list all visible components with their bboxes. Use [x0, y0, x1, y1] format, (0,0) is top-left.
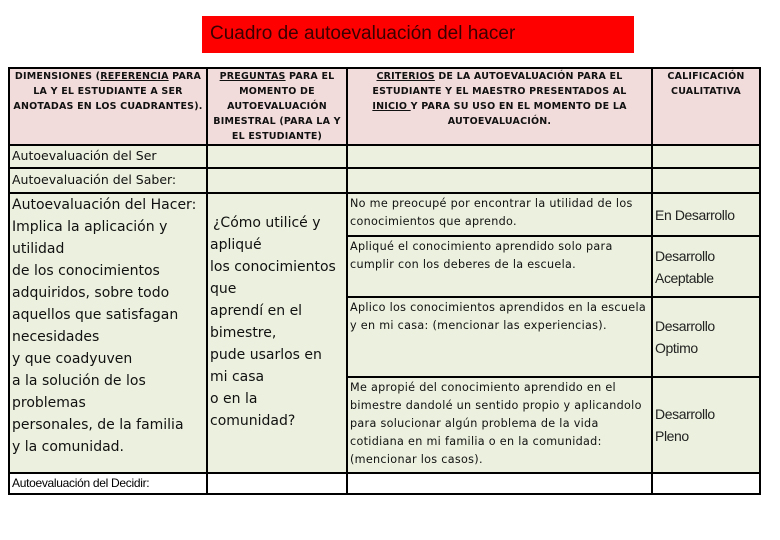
decidir-criteria-cell	[347, 473, 652, 494]
hacer-description: Autoevaluación del Hacer: Implica la aplicación y utilidad de los conocimientos adquiridos, sobre todo aquellos que satisfagan necesidades y que coadyuven a la solución de los problemas personales, de la familia y la comunidad.	[9, 193, 207, 473]
row-decidir	[9, 473, 760, 494]
saber-criteria-cell	[347, 168, 652, 193]
rating-desarrollo-aceptable: Desarrollo Aceptable	[652, 236, 760, 297]
underlined-referencia: REFERENCIA	[100, 71, 169, 82]
document-title-text: Cuadro de autoevaluación del hacer	[210, 23, 516, 44]
hacer-question: ¿Cómo utilicé y apliqué los conocimientos que aprendí en el bimestre, pude usarlos en mi casa o en la comunidad?	[207, 193, 347, 473]
decidir-rating-cell	[652, 473, 760, 494]
row-hacer-criterion-1	[9, 193, 760, 236]
header-preguntas: PREGUNTAS PARA EL MOMENTO DE AUTOEVALUACIÓN BIMESTRAL (PARA LA Y EL ESTUDIANTE)	[207, 68, 347, 145]
self-evaluation-table	[8, 67, 761, 495]
header-calificacion: CALIFICACIÓN CUALITATIVA	[652, 68, 760, 145]
criterion-text: No me preocupé por encontrar la utilidad de los conocimientos que aprendo.	[347, 193, 652, 236]
saber-rating-cell	[652, 168, 760, 193]
criterion-text: Aplico los conocimientos aprendidos en la escuela y en mi casa: (mencionar las experiencias).	[347, 297, 652, 377]
saber-label: Autoevaluación del Saber:	[9, 168, 207, 193]
header-dimensiones: DIMENSIONES (REFERENCIA PARA LA Y EL ESTUDIANTE A SER ANOTADAS EN LOS CUADRANTES).	[9, 68, 207, 145]
rating-en-desarrollo: En Desarrollo	[652, 193, 760, 236]
underlined-preguntas: PREGUNTAS	[219, 71, 286, 82]
row-ser	[9, 145, 760, 168]
header-criterios: CRITERIOS DE LA AUTOEVALUACIÓN PARA EL ESTUDIANTE Y EL MAESTRO PRESENTADOS AL INICIO Y PARA SU USO EN EL MOMENTO DE LA AUTOEVALUACIÓN.	[347, 68, 652, 145]
saber-question-cell	[207, 168, 347, 193]
ser-rating-cell	[652, 145, 760, 168]
rating-desarrollo-pleno: Desarrollo Pleno	[652, 377, 760, 473]
criterion-text: Apliqué el conocimiento aprendido solo para cumplir con los deberes de la escuela.	[347, 236, 652, 297]
ser-criteria-cell	[347, 145, 652, 168]
underlined-inicio: INICIO	[372, 101, 411, 112]
decidir-label: Autoevaluación del Decidir:	[9, 473, 207, 494]
ser-label: Autoevaluación del Ser	[9, 145, 207, 168]
rating-desarrollo-optimo: Desarrollo Optimo	[652, 297, 760, 377]
underlined-criterios: CRITERIOS	[376, 71, 435, 82]
ser-question-cell	[207, 145, 347, 168]
row-saber	[9, 168, 760, 193]
header-row	[9, 68, 760, 145]
criterion-text: Me apropié del conocimiento aprendido en el bimestre dandolé un sentido propio y aplicandolo para solucionar algún problema de la vida cotidiana en mi familia o en la comunidad: (mencionar los casos).	[347, 377, 652, 473]
decidir-question-cell	[207, 473, 347, 494]
document-title	[202, 16, 634, 53]
